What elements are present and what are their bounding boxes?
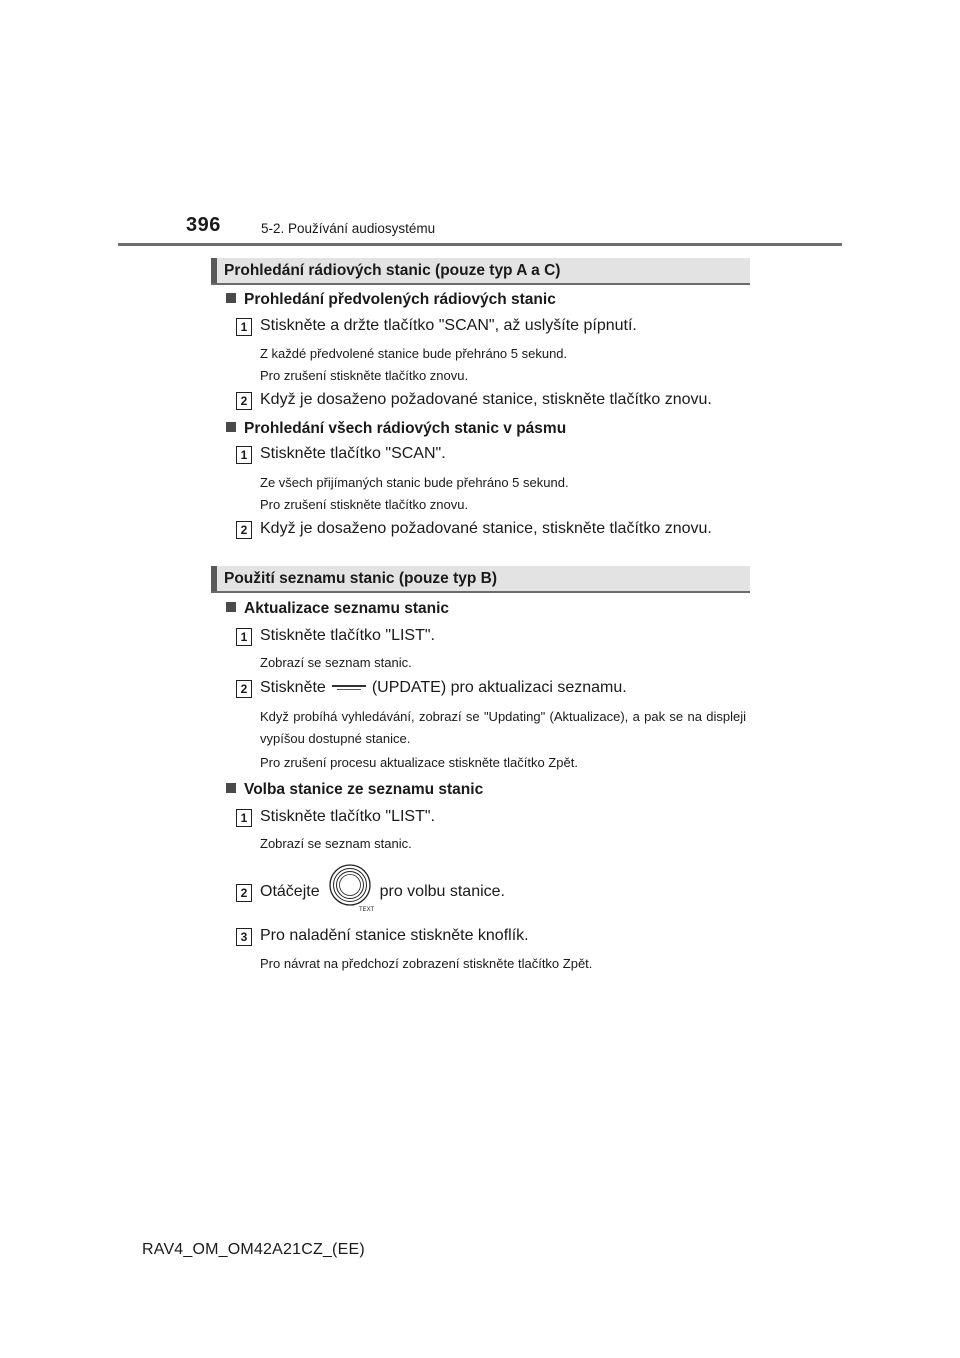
step-text: Stiskněte tlačítko "LIST". (260, 627, 435, 644)
knob-label: TEXT (358, 907, 374, 913)
bullet-square-icon (226, 783, 236, 793)
update-button-icon (332, 681, 366, 693)
bullet-square-icon (226, 293, 236, 303)
step-text: Stiskněte a držte tlačítko "SCAN", až uslyšíte pípnutí. (260, 317, 637, 334)
step-note: Pro zrušení stiskněte tlačítko znovu. (260, 497, 469, 512)
step-text (260, 679, 627, 697)
subheading-text: Prohledání všech rádiových stanic v pásmu (244, 420, 567, 437)
header-divider (118, 243, 842, 246)
section-heading-scan (211, 258, 750, 285)
section-bar-accent (211, 258, 217, 283)
header-section-title: 5-2. Používání audiosystému (261, 221, 436, 236)
step-text: Když je dosaženo požadované stanice, stiskněte tlačítko znovu. (260, 391, 712, 408)
subheading-band-scan (226, 420, 566, 438)
step-number-badge: 2 (236, 392, 252, 410)
subheading-text: Volba stanice ze seznamu stanic (244, 781, 484, 798)
bullet-square-icon (226, 422, 236, 432)
step-number-badge: 2 (236, 521, 252, 539)
step-note: Zobrazí se seznam stanic. (260, 655, 412, 670)
step-note: Z každé předvolené stanice bude přehráno 5 sekund. (260, 346, 568, 361)
subheading-update-list (226, 600, 449, 618)
step-text-before: Stiskněte (260, 679, 326, 696)
step-text: Když je dosaženo požadované stanice, stiskněte tlačítko znovu. (260, 520, 712, 537)
section-heading-station-list (211, 566, 750, 593)
step-note: Zobrazí se seznam stanic. (260, 836, 412, 851)
section-bar-accent (211, 566, 217, 591)
step-note: Když probíhá vyhledávání, zobrazí se "Updating" (Aktualizace), a pak se na displeji vypíšou dostupné stanice. (260, 709, 746, 746)
step-text-before: Otáčejte (260, 883, 320, 901)
step-number-badge: 2 (236, 680, 252, 698)
tune-knob-icon (328, 863, 372, 913)
step-text: Stiskněte tlačítko "LIST". (260, 808, 435, 825)
page-number: 396 (186, 214, 221, 236)
bullet-square-icon (226, 602, 236, 612)
step-text (260, 867, 505, 917)
step-number-badge: 3 (236, 928, 252, 946)
section-heading-text: Použití seznamu stanic (pouze typ B) (224, 570, 497, 587)
step-note: Pro zrušení stiskněte tlačítko znovu. (260, 368, 469, 383)
step-number-badge: 1 (236, 628, 252, 646)
step-number-badge: 1 (236, 446, 252, 464)
step-number-badge: 1 (236, 318, 252, 336)
step-text: Stiskněte tlačítko "SCAN". (260, 445, 446, 462)
section-heading-text: Prohledání rádiových stanic (pouze typ A a C) (224, 262, 561, 279)
step-note: Pro zrušení procesu aktualizace stiskněte tlačítko Zpět. (260, 755, 578, 770)
step-number-badge: 2 (236, 884, 252, 902)
document-code: RAV4_OM_OM42A21CZ_(EE) (142, 1241, 365, 1258)
step-text: Pro naladění stanice stiskněte knoflík. (260, 927, 529, 944)
step-note: Ze všech přijímaných stanic bude přehráno 5 sekund. (260, 475, 569, 490)
subheading-preset-scan (226, 291, 556, 309)
step-text-after: pro volbu stanice. (379, 883, 505, 901)
subheading-select-station (226, 781, 483, 799)
subheading-text: Prohledání předvolených rádiových stanic (244, 291, 556, 308)
step-note: Pro návrat na předchozí zobrazení stiskněte tlačítko Zpět. (260, 956, 593, 971)
step-number-badge: 1 (236, 809, 252, 827)
step-text-after: (UPDATE) pro aktualizaci seznamu. (371, 679, 627, 696)
subheading-text: Aktualizace seznamu stanic (244, 600, 450, 617)
